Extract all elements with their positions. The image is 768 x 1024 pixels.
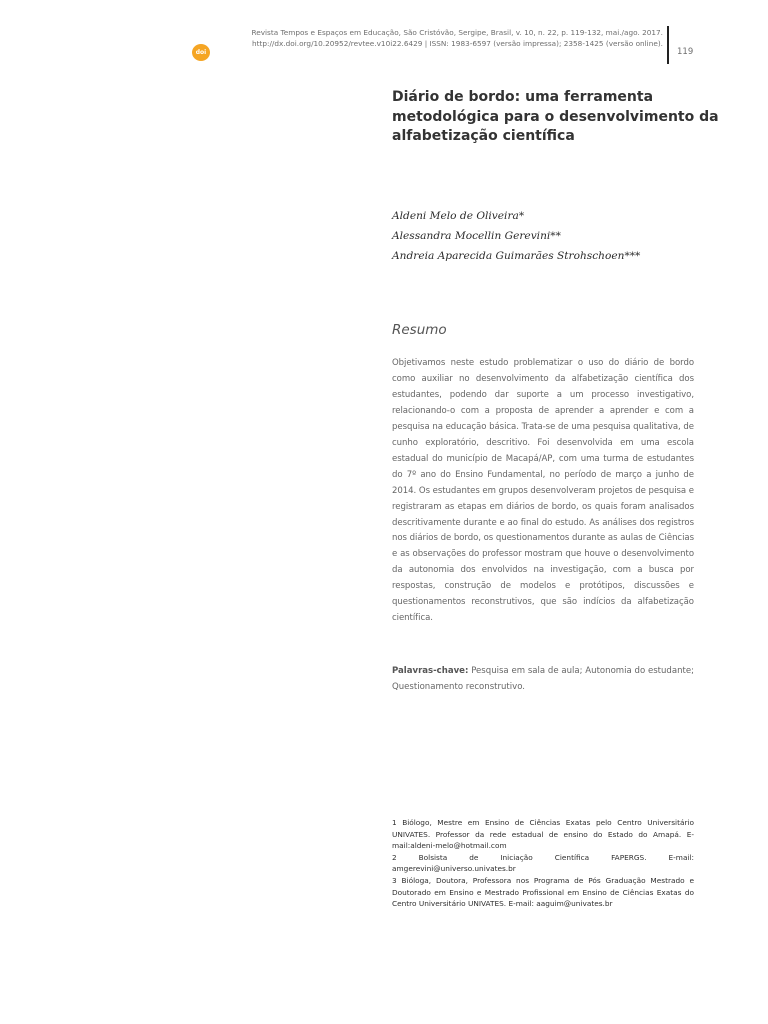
keywords-label: Palavras-chave: xyxy=(392,666,469,676)
article-title: Diário de bordo: uma ferramenta metodológica para o desenvolvimento da alfabetização científica xyxy=(392,89,719,144)
footnote: 1 Biólogo, Mestre em Ensino de Ciências Exatas pelo Centro Universitário UNIVATES. Professor da rede estadual de ensino do Estado do Amapá. E-mail:aldeni-melo@hotmail.com xyxy=(392,818,694,851)
header-divider xyxy=(667,26,669,64)
journal-citation-line: Revista Tempos e Espaços em Educação, São Cristóvão, Sergipe, Brasil, v. 10, n. 22, p. 119-132, mai./ago. 2017. xyxy=(251,28,663,37)
doi-icon[interactable]: doi xyxy=(192,44,210,61)
page-number: 119 xyxy=(677,47,694,57)
abstract-heading: Resumo xyxy=(392,322,447,338)
author-list xyxy=(392,206,732,266)
author-name: Aldeni Melo de Oliveira* xyxy=(392,210,525,222)
footnote: 2 Bolsista de Iniciação Científica FAPERGS. E-mail: amgerevini@universo.univates.br xyxy=(392,852,694,874)
keywords xyxy=(392,663,694,695)
footnotes xyxy=(392,817,694,910)
footnote: 3 Bióloga, Doutora, Professora nos Programa de Pós Graduação Mestrado e Doutorado em Ensino e Mestrado Profissional em Ensino de Ciências Exatas do Centro Universitário UNIVATES. E-mail: aaguim@univates.br xyxy=(392,875,694,909)
author-name: Andreia Aparecida Guimarães Strohschoen*** xyxy=(392,250,641,262)
doi-issn-line[interactable]: http://dx.doi.org/10.20952/revtee.v10i22.6429 | ISSN: 1983-6597 (versão impressa); 2358-1425 (versão online). xyxy=(252,39,663,48)
keywords-text: Pesquisa em sala de aula; Autonomia do estudante; Questionamento reconstrutivo. xyxy=(392,666,694,692)
author-name: Alessandra Mocellin Gerevini** xyxy=(392,230,561,242)
header-citation xyxy=(217,27,663,49)
running-header xyxy=(190,24,710,64)
abstract-body: Objetivamos neste estudo problematizar o uso do diário de bordo como auxiliar no desenvolvimento da alfabetização científica dos estudantes, podendo dar suporte a um processo investigativo, relacionando-o com a proposta de aprender a aprender e com a pesquisa na educação básica. Trata-se de uma pesquisa qualitativa, de cunho exploratório, descritivo. Foi desenvolvida em uma escola estadual do município de Macapá/AP, com uma turma de estudantes do 7º ano do Ensino Fundamental, no período de março a junho de 2014. Os estudantes em grupos desenvolveram projetos de pesquisa e registraram as etapas em diários de bordo, os quais foram analisados descritivamente durante e ao final do estudo. As análises dos registros nos diários de bordo, os questionamentos durante as aulas de Ciências e as observações do professor mostram que houve o desenvolvimento da autonomia dos envolvidos na investigação, com a busca por respostas, construção de modelos e protótipos, discussões e questionamentos reconstrutivos, que são indícios da alfabetização científica. xyxy=(392,358,694,624)
